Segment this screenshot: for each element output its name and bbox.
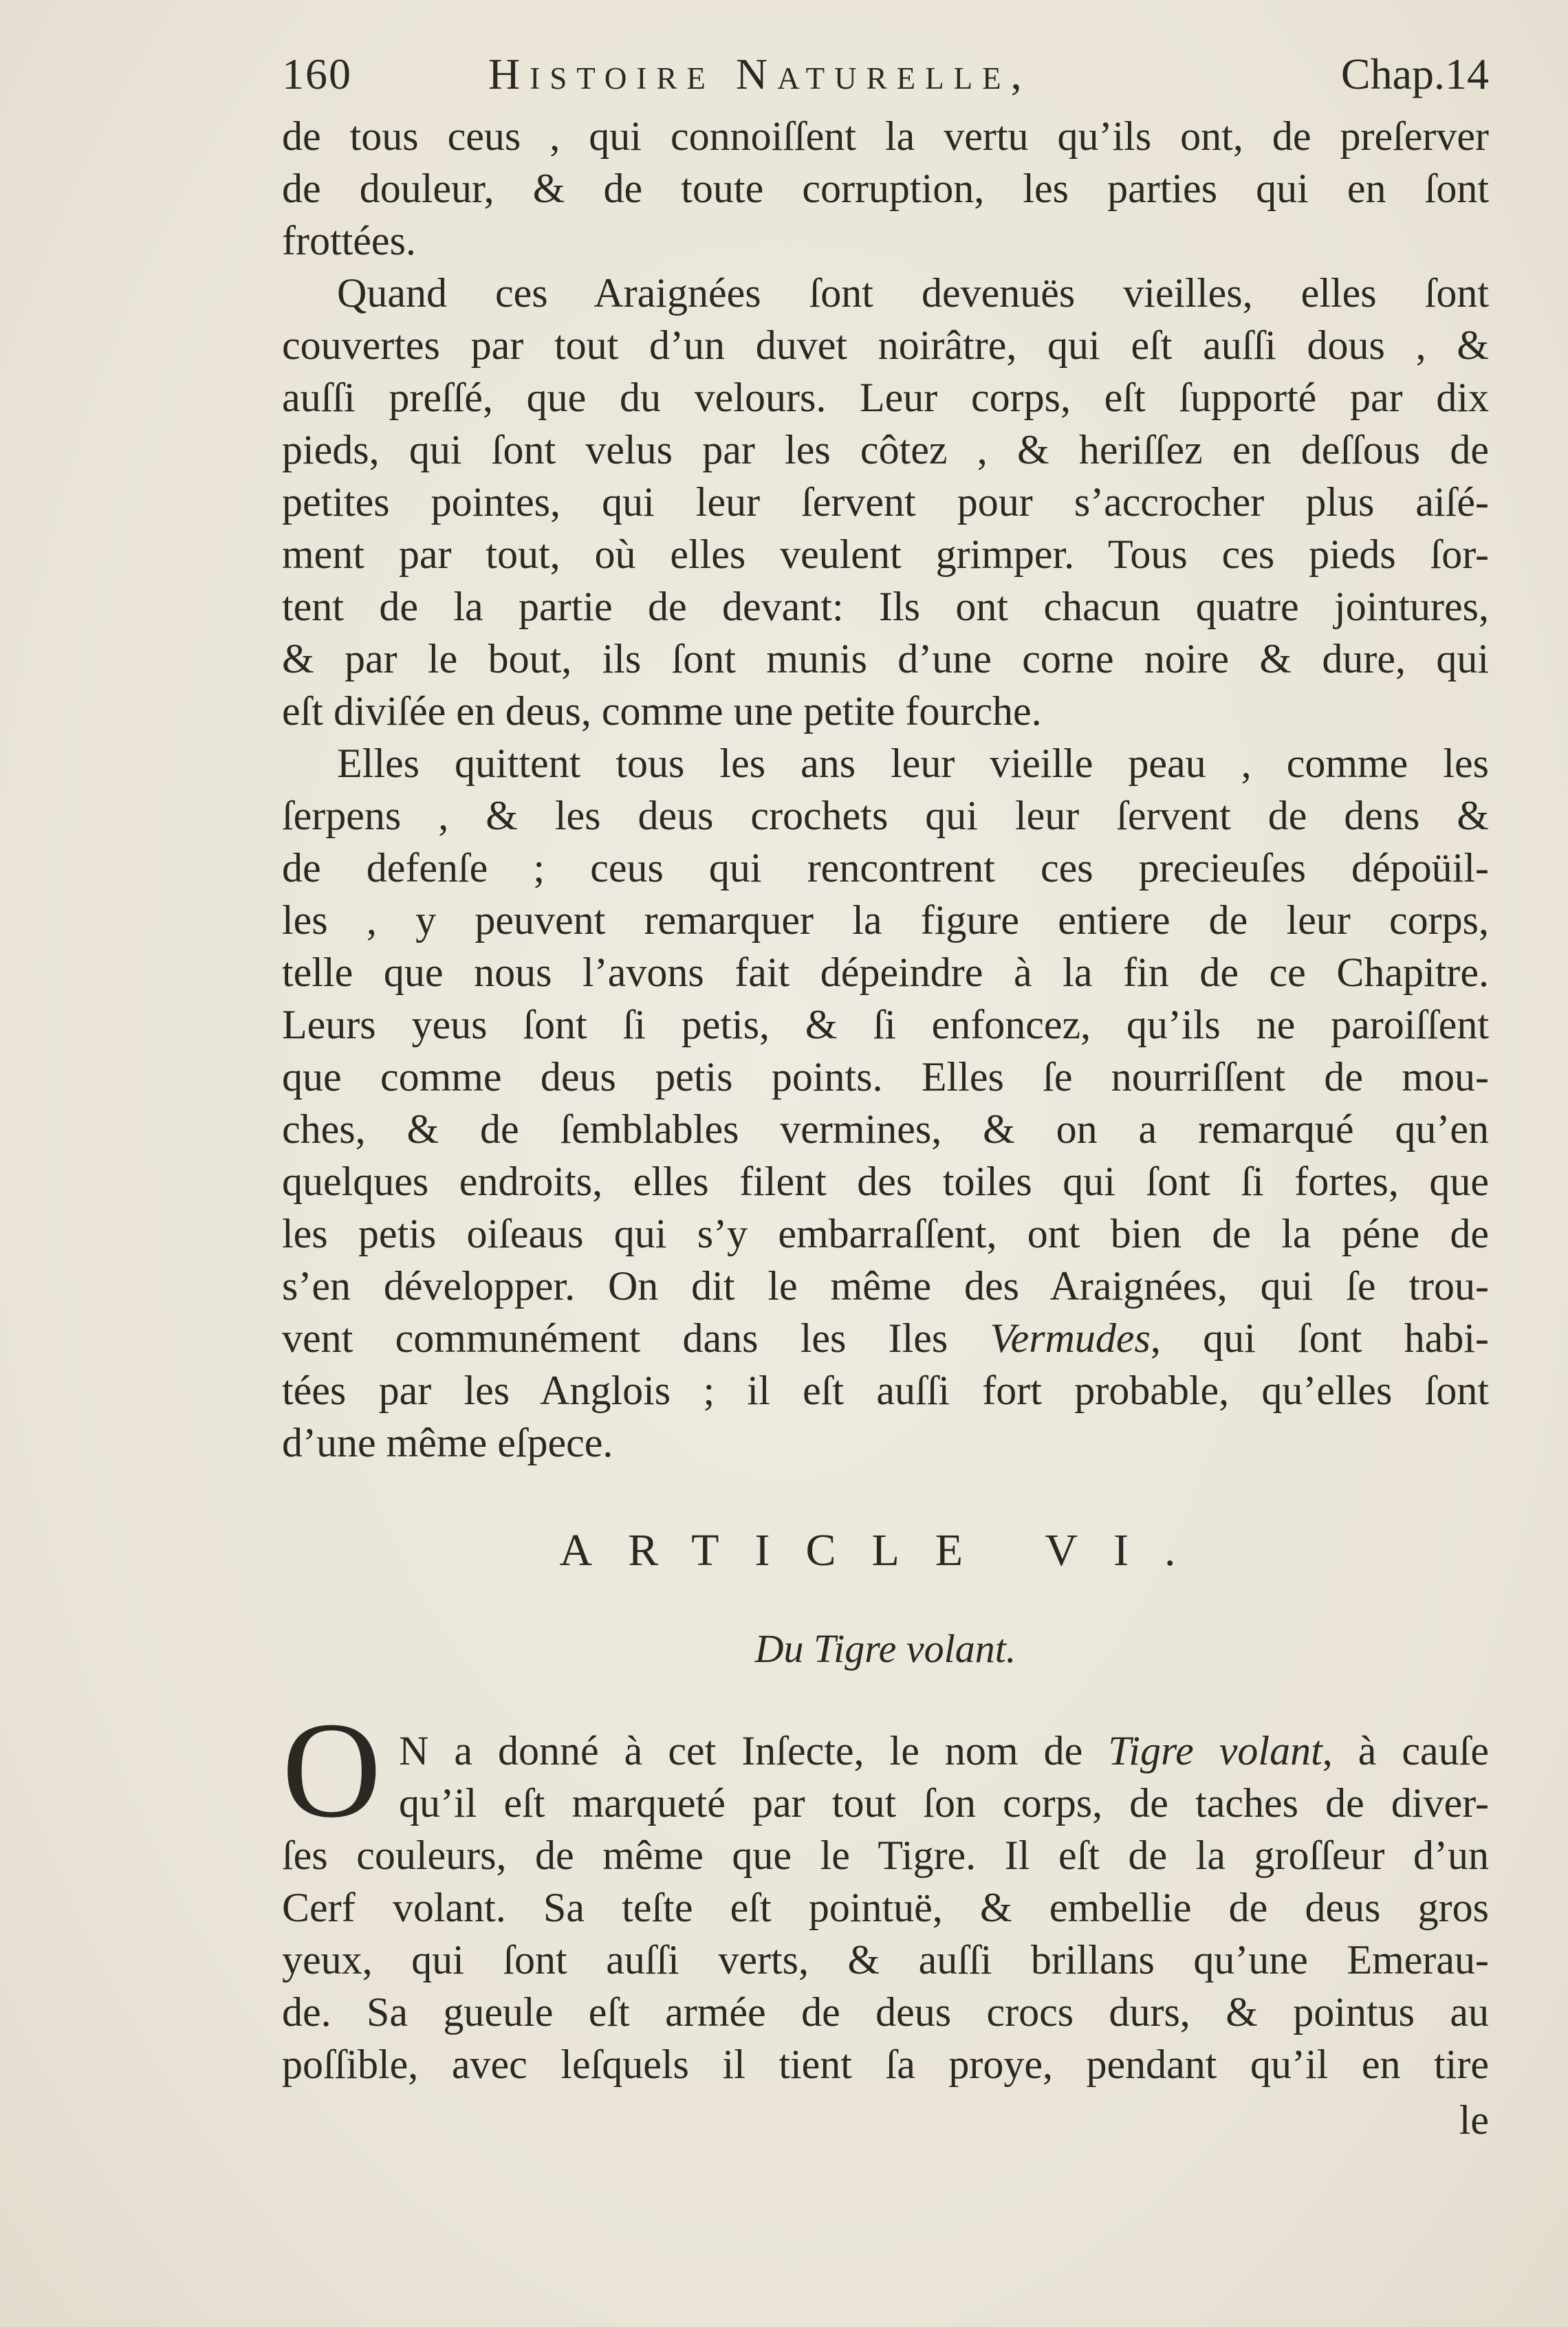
- text-line: eſt diviſée en deus, comme une petite fourche.: [282, 688, 1042, 734]
- article-heading: ARTICLE VI.: [559, 1525, 1212, 1575]
- chapter-label: Chap.14: [1340, 50, 1489, 98]
- text-line: tent de la partie de devant: Ils ont chacun quatre jointures,: [282, 584, 1489, 629]
- page-number: 160: [282, 50, 352, 98]
- text-line: auſſi preſſé, que du velours. Leur corps, eſt ſupporté par dix: [282, 375, 1489, 420]
- italic-place-name: Vermudes: [990, 1315, 1151, 1361]
- text-fragment: N a donné à cet Inſecte, le nom de: [399, 1728, 1109, 1773]
- text-line: ment par tout, où elles veulent grimper. Tous ces pieds ſor-: [282, 532, 1489, 577]
- text-line: telle que nous l’avons fait dépeindre à la fin de ce Chapitre.: [282, 950, 1489, 995]
- text-line: ſerpens , & les deus crochets qui leur ſervent de dens &: [282, 793, 1489, 838]
- text-line: de defenſe ; ceus qui rencontrent ces precieuſes dépoüil-: [282, 845, 1489, 891]
- text-line: s’en développer. On dit le même des Araignées, qui ſe trou-: [282, 1263, 1489, 1309]
- catchword: le: [1459, 2097, 1489, 2143]
- text-fragment: , qui ſont habi-: [1150, 1315, 1489, 1361]
- text-line: quelques endroits, elles filent des toiles qui ſont ſi fortes, que: [282, 1159, 1489, 1204]
- text-line: Quand ces Araignées ſont devenuës vieilles, elles ſont: [337, 270, 1489, 316]
- text-line: que comme deus petis points. Elles ſe nourriſſent de mou-: [282, 1054, 1489, 1100]
- italic-term: Tigre volant: [1108, 1728, 1322, 1773]
- text-line: petites pointes, qui leur ſervent pour s’accrocher plus aiſé-: [282, 479, 1489, 525]
- text-line: frottées.: [282, 218, 416, 263]
- drop-cap: O: [282, 1694, 382, 1846]
- text-line: Elles quittent tous les ans leur vieille peau , comme les: [337, 741, 1489, 786]
- text-line: couvertes par tout d’un duvet noirâtre, qui eſt auſſi dous , &: [282, 323, 1489, 368]
- text-line: d’une même eſpece.: [282, 1420, 613, 1465]
- text-line: [399, 1725, 1489, 1777]
- text-line: de douleur, & de toute corruption, les parties qui en ſont: [282, 166, 1489, 211]
- text-fragment: vent communément dans les Iles: [282, 1315, 990, 1361]
- page-header: [282, 47, 1489, 102]
- text-line: yeux, qui ſont auſſi verts, & auſſi brillans qu’une Emerau-: [282, 1937, 1489, 1982]
- article-subtitle: Du Tigre volant.: [754, 1626, 1016, 1671]
- text-line: [282, 1312, 1489, 1364]
- text-line: tées par les Anglois ; il eſt auſſi fort probable, qu’elles ſont: [282, 1368, 1489, 1413]
- text-line: & par le bout, ils ſont munis d’une corne noire & dure, qui: [282, 636, 1489, 681]
- text-line: Cerf volant. Sa teſte eſt pointuë, & embellie de deus gros: [282, 1885, 1489, 1930]
- text-fragment: , à cauſe: [1322, 1728, 1489, 1773]
- text-line: ches, & de ſemblables vermines, & on a remarqué qu’en: [282, 1106, 1489, 1152]
- text-line: les petis oiſeaus qui s’y embarraſſent, ont bien de la péne de: [282, 1211, 1489, 1256]
- text-line: pieds, qui ſont velus par les côtez , & heriſſez en deſſous de: [282, 427, 1489, 472]
- running-title: Histoire Naturelle,: [488, 50, 1032, 98]
- text-line: les , y peuvent remarquer la figure entiere de leur corps,: [282, 897, 1489, 943]
- text-line: Leurs yeus ſont ſi petis, & ſi enfoncez, qu’ils ne paroiſſent: [282, 1002, 1489, 1047]
- text-line: poſſible, avec leſquels il tient ſa proye, pendant qu’il en tire: [282, 2042, 1489, 2087]
- text-line: de. Sa gueule eſt armée de deus crocs durs, & pointus au: [282, 1989, 1489, 2035]
- text-line: qu’il eſt marqueté par tout ſon corps, de taches de diver-: [399, 1780, 1489, 1826]
- text-line: ſes couleurs, de même que le Tigre. Il eſt de la groſſeur d’un: [282, 1833, 1489, 1878]
- text-line: de tous ceus , qui connoiſſent la vertu qu’ils ont, de preſerver: [282, 113, 1489, 159]
